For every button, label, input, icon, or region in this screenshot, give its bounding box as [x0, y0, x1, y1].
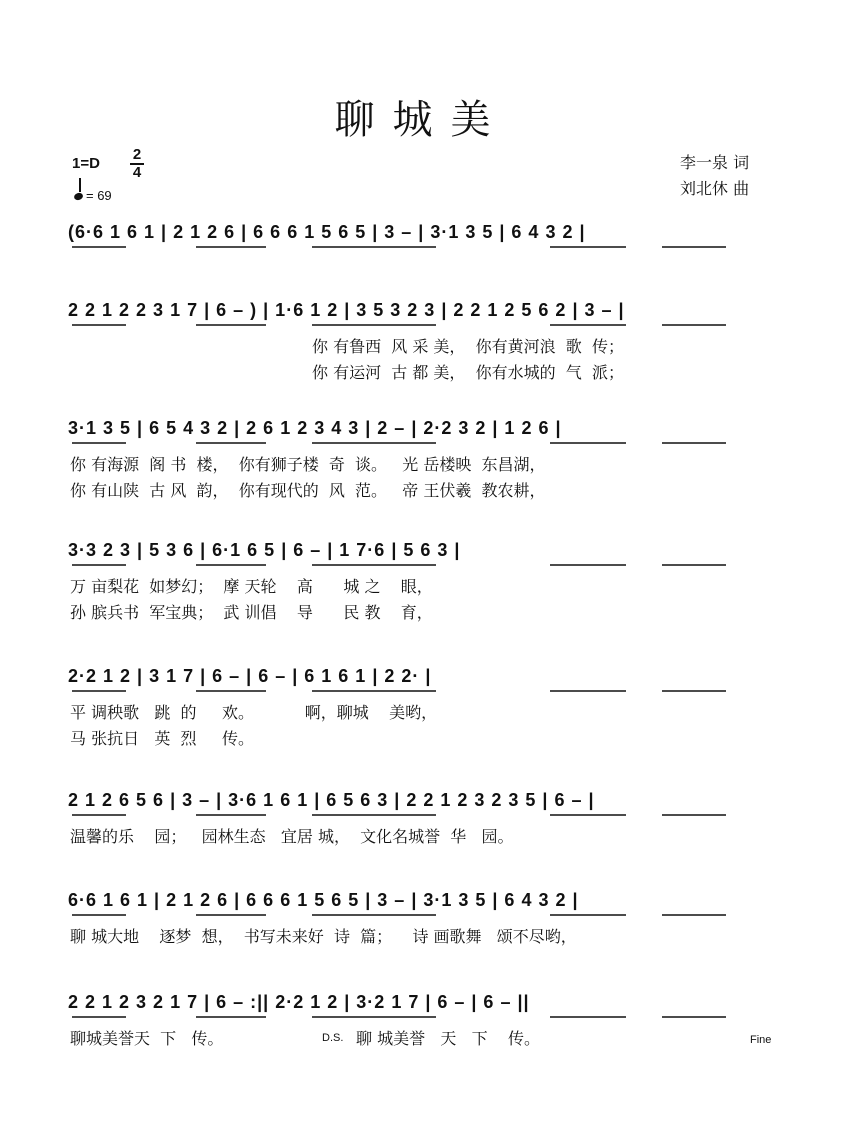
notation-text: 6·6 1 6 1 | 2 1 2 6 | 6 6 6 1 5 6 5 | 3 – | 3·1 3 5 | 6 4 3 2 | — [68, 890, 579, 910]
notation-text: 2·2 1 2 | 3 1 7 | 6 – | 6 – | 6 1 6 1 | 2 2· | — [68, 666, 432, 686]
lyrics-verse-1: 聊城美誉天 下 传。 — [70, 1029, 224, 1048]
fine-marking: Fine — [750, 1034, 772, 1046]
notation-text: 2 2 1 2 3 2 1 7 | 6 – :|| 2·2 1 2 | 3·2 1 7 | 6 – | 6 – || — [68, 992, 530, 1012]
lyrics-verse-2: 你 有运河 古 都 美， 你有水城的 气 派； — [312, 363, 624, 382]
score-line — [0, 890, 843, 990]
meter-numerator: 2 — [132, 146, 142, 163]
meter-denominator: 4 — [132, 164, 142, 181]
lyricist-credit: 李一泉 词 — [680, 153, 750, 172]
score-line — [0, 418, 843, 518]
lyrics-verse-1: 温馨的乐 园； 园林生态 宜居 城， 文化名城誉 华 园。 — [70, 827, 514, 846]
notation-text: 2 2 1 2 2 3 1 7 | 6 – ) | 1·6 1 2 | 3 5 3 2 3 | 2 2 1 2 5 6 2 | 3 – | — [68, 300, 625, 320]
lyrics-verse-1: 你 有鲁西 风 采 美， 你有黄河浪 歌 传； — [312, 337, 624, 356]
score-line — [0, 540, 843, 640]
lyrics-verse-1: 聊 城大地 逐梦 想， 书写未来好 诗 篇； 诗 画歌舞 颂不尽哟， — [70, 927, 577, 946]
notation-text: (6·6 1 6 1 | 2 1 2 6 | 6 6 6 1 5 6 5 | 3 – | 3·1 3 5 | 6 4 3 2 | — [68, 222, 586, 242]
song-title: 聊城美 — [334, 97, 509, 143]
notation-text: 2 1 2 6 5 6 | 3 – | 3·6 1 6 1 | 6 5 6 3 | 2 2 1 2 3 2 3 5 | 6 – | — [68, 790, 595, 810]
beam-lines — [66, 244, 786, 274]
ds-marking: D.S. — [322, 1032, 344, 1044]
quarter-note-stem — [79, 178, 81, 192]
lyrics-verse-1: 万 亩梨花 如梦幻； 摩 天轮 高 城 之 眼， — [70, 577, 433, 596]
score-line — [0, 992, 843, 1092]
lyrics-verse-2: 你 有山陕 古 风 韵， 你有现代的 风 范。 帝 王伏羲 教农耕， — [70, 481, 546, 500]
notation-text: 3·1 3 5 | 6 5 4 3 2 | 2 6 1 2 3 4 3 | 2 – | 2·2 3 2 | 1 2 6 | — [68, 418, 562, 438]
notation-text: 3·3 2 3 | 5 3 6 | 6·1 6 5 | 6 – | 1 7·6 | 5 6 3 | — [68, 540, 461, 560]
tempo-marking: = 69 — [86, 188, 112, 203]
composer-credit: 刘北休 曲 — [680, 179, 750, 198]
score-line — [0, 666, 843, 766]
lyrics-verse-2: 聊 城美誉 天 下 传。 — [356, 1029, 540, 1048]
score-line — [0, 300, 843, 400]
lyrics-verse-1: 平 调秧歌 跳 的 欢。 啊，聊城 美哟， — [70, 703, 438, 722]
lyrics-verse-2: 孙 膑兵书 军宝典； 武 训倡 导 民 教 育， — [70, 603, 433, 622]
score-line — [0, 790, 843, 890]
lyrics-verse-1: 你 有海源 阁 书 楼， 你有狮子楼 奇 谈。 光 岳楼映 东昌湖， — [70, 455, 546, 474]
lyrics-verse-2: 马 张抗日 英 烈 传。 — [70, 729, 254, 748]
key-signature: 1=D — [72, 155, 100, 172]
